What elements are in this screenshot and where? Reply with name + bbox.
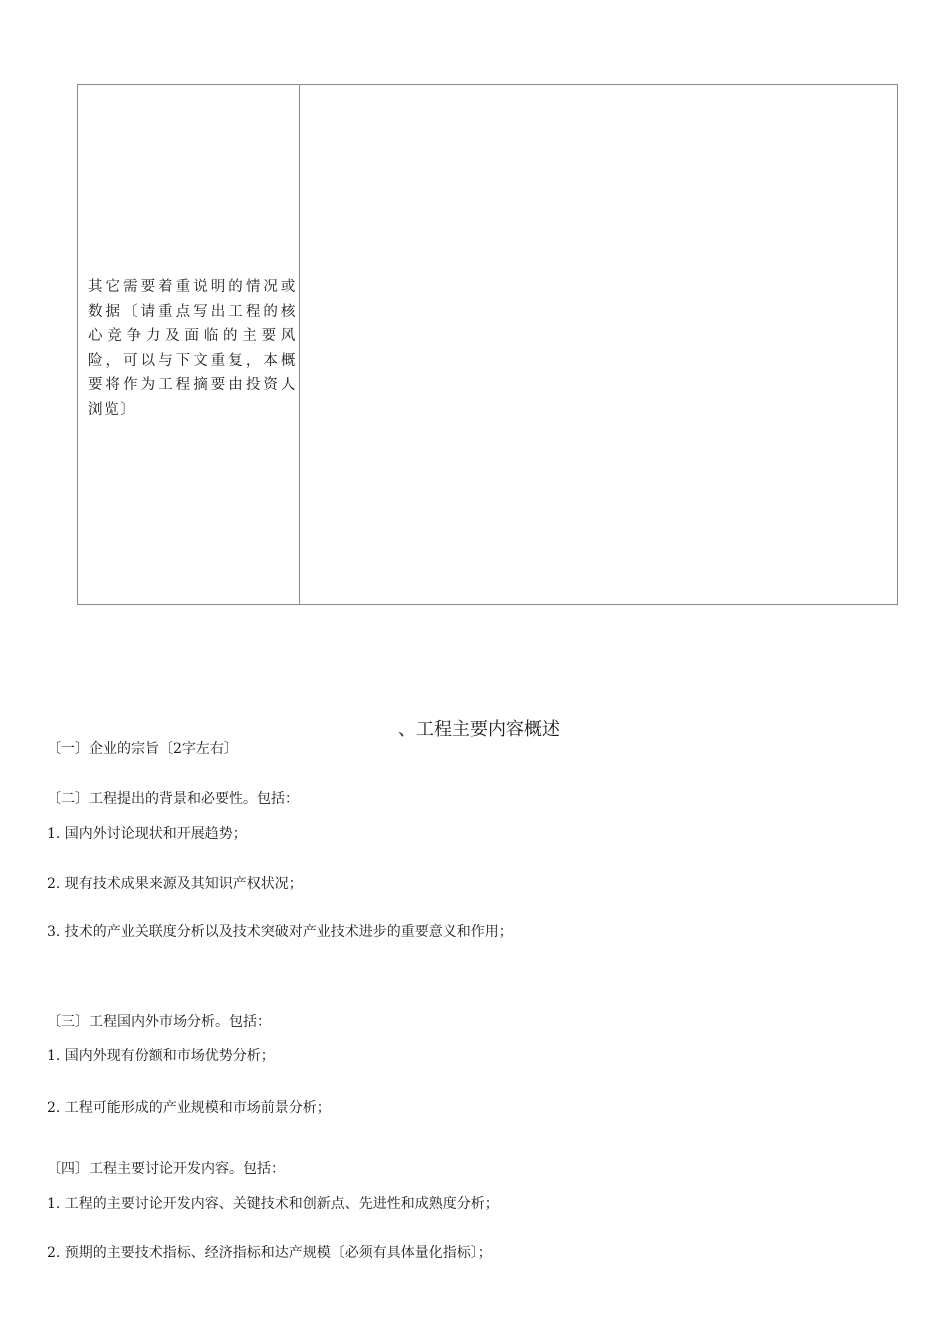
form-table: [77, 84, 898, 605]
list-item: 1. 国内外讨论现状和开展趋势；: [47, 826, 247, 842]
list-item: 2. 工程可能形成的产业规模和市场前景分析；: [47, 1100, 331, 1116]
form-label-cell: [78, 85, 300, 604]
list-item: 3. 技术的产业关联度分析以及技术突破对产业技术进步的重要意义和作用；: [47, 924, 513, 940]
subsection-heading-4: 〔四〕工程主要讨论开发内容。包括：: [47, 1161, 285, 1177]
list-item: 1. 国内外现有份额和市场优势分析；: [47, 1048, 275, 1064]
form-value-cell[interactable]: [300, 85, 897, 604]
subsection-heading-3: 〔三〕工程国内外市场分析。包括：: [47, 1014, 271, 1030]
section-title: 、工程主要内容概述: [398, 719, 560, 740]
subsection-heading-1: 〔一〕企业的宗旨〔2字左右〕: [47, 741, 238, 757]
list-item: 2. 预期的主要技术指标、经济指标和达产规模〔必须有具体量化指标〕；: [47, 1245, 492, 1261]
list-item: 2. 现有技术成果来源及其知识产权状况；: [47, 876, 303, 892]
form-label-text: 其它需要着重说明的情况或数据〔请重点写出工程的核心竞争力及面临的主要风险，可以与下文重复，本概要将作为工程摘要由投资人浏览〕: [88, 279, 297, 418]
list-item: 1. 工程的主要讨论开发内容、关键技术和创新点、先进性和成熟度分析；: [47, 1196, 499, 1212]
subsection-heading-2: 〔二〕工程提出的背景和必要性。包括：: [47, 791, 299, 807]
